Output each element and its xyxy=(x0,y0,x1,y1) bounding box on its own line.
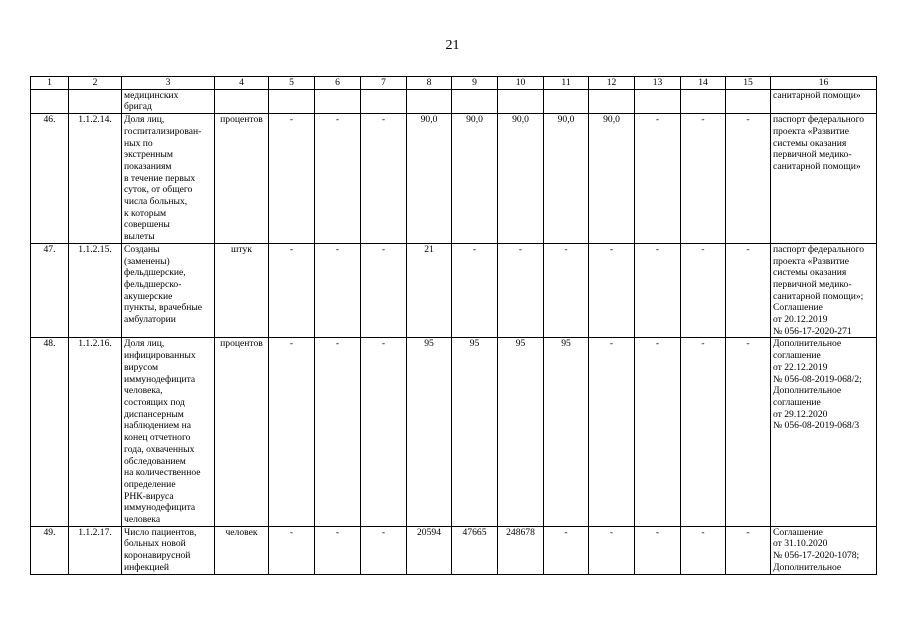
col-header: 16 xyxy=(771,77,877,90)
table-cell: 20594 xyxy=(407,526,452,574)
table-cell: 21 xyxy=(407,243,452,338)
table-cell: - xyxy=(361,114,407,244)
table-row xyxy=(31,114,877,244)
col-header: 3 xyxy=(122,77,215,90)
table-cell: - xyxy=(315,114,361,244)
table-cell: 46. xyxy=(31,114,69,244)
table-cell xyxy=(544,89,589,113)
table-cell xyxy=(269,89,315,113)
col-header: 13 xyxy=(635,77,681,90)
indicators-table xyxy=(30,76,877,575)
column-number-row xyxy=(31,77,877,90)
table-cell: - xyxy=(681,114,726,244)
col-header: 11 xyxy=(544,77,589,90)
table-cell xyxy=(215,89,269,113)
table-cell: - xyxy=(452,243,498,338)
table-row xyxy=(31,243,877,338)
table-cell: процентов xyxy=(215,338,269,526)
table-cell: Дополнительное соглашение от 22.12.2019 № 056-08-2019-068/2; Дополнительное соглашение от 29.12.2020 № 056-08-2019-068/3 xyxy=(771,338,877,526)
table-cell: 248678 xyxy=(498,526,544,574)
table-cell: - xyxy=(269,114,315,244)
table-cell: - xyxy=(726,338,771,526)
table-cell: - xyxy=(726,114,771,244)
table-cell: - xyxy=(681,338,726,526)
col-header: 14 xyxy=(681,77,726,90)
col-header: 4 xyxy=(215,77,269,90)
table-cell: - xyxy=(315,338,361,526)
table-cell: - xyxy=(681,243,726,338)
table-cell: 90,0 xyxy=(407,114,452,244)
table-cell xyxy=(315,89,361,113)
table-row xyxy=(31,526,877,574)
table-cell xyxy=(726,89,771,113)
col-header: 8 xyxy=(407,77,452,90)
table-cell xyxy=(407,89,452,113)
table-cell: 95 xyxy=(407,338,452,526)
table-cell: Соглашение от 31.10.2020 № 056-17-2020-1078; Дополнительное xyxy=(771,526,877,574)
table-cell: 90,0 xyxy=(589,114,635,244)
table-cell: - xyxy=(269,526,315,574)
table-cell: - xyxy=(544,526,589,574)
table-cell: - xyxy=(635,526,681,574)
table-cell: 47. xyxy=(31,243,69,338)
table-cell: - xyxy=(635,338,681,526)
table-cell: процентов xyxy=(215,114,269,244)
table-cell: 90,0 xyxy=(544,114,589,244)
table-cell: человек xyxy=(215,526,269,574)
table-cell: Доля лиц, госпитализирован- ных по экстренным показаниям в течение первых суток, от общего числа больных, к которым совершены вылеты xyxy=(122,114,215,244)
table-cell: Созданы (заменены) фельдшерские, фельдшерско- акушерские пункты, врачебные амбулатории xyxy=(122,243,215,338)
table-cell: - xyxy=(361,526,407,574)
page-number: 21 xyxy=(445,38,460,53)
col-header: 6 xyxy=(315,77,361,90)
table-cell: 95 xyxy=(544,338,589,526)
table-cell: - xyxy=(361,243,407,338)
col-header: 12 xyxy=(589,77,635,90)
table-cell xyxy=(681,89,726,113)
table-cell: 1.1.2.16. xyxy=(69,338,122,526)
table-cell: - xyxy=(635,114,681,244)
table-cell: паспорт федерального проекта «Развитие системы оказания первичной медико- санитарной помощи» xyxy=(771,114,877,244)
col-header: 1 xyxy=(31,77,69,90)
table-cell: штук xyxy=(215,243,269,338)
table-cell: - xyxy=(635,243,681,338)
col-header: 5 xyxy=(269,77,315,90)
col-header: 2 xyxy=(69,77,122,90)
table-cell: - xyxy=(269,338,315,526)
table-cell: 49. xyxy=(31,526,69,574)
table-cell: - xyxy=(726,243,771,338)
table-cell: - xyxy=(498,243,544,338)
table-cell xyxy=(589,89,635,113)
table-cell: 90,0 xyxy=(498,114,544,244)
table-cell: 1.1.2.15. xyxy=(69,243,122,338)
table-cell: 90,0 xyxy=(452,114,498,244)
col-header: 10 xyxy=(498,77,544,90)
table-cell: - xyxy=(269,243,315,338)
table-cell: - xyxy=(315,526,361,574)
table-cell: - xyxy=(589,526,635,574)
table-row xyxy=(31,338,877,526)
table-row xyxy=(31,89,877,113)
table-cell xyxy=(31,89,69,113)
table-cell: - xyxy=(681,526,726,574)
table-cell: санитарной помощи» xyxy=(771,89,877,113)
table-cell xyxy=(452,89,498,113)
table-cell: 47665 xyxy=(452,526,498,574)
table-cell: 1.1.2.14. xyxy=(69,114,122,244)
col-header: 15 xyxy=(726,77,771,90)
table-cell xyxy=(635,89,681,113)
table-cell: 95 xyxy=(498,338,544,526)
table-cell: - xyxy=(544,243,589,338)
table-cell: - xyxy=(589,243,635,338)
table-cell: - xyxy=(361,338,407,526)
table-cell: Число пациентов, больных новой коронавирусной инфекцией xyxy=(122,526,215,574)
table-cell: 95 xyxy=(452,338,498,526)
table-cell xyxy=(361,89,407,113)
table-cell: - xyxy=(589,338,635,526)
table-cell: Доля лиц, инфицированных вирусом иммунодефицита человека, состоящих под диспансерным наблюдением на конец отчетного года, охваченных обследованием на количественное определение РНК-вируса иммунодефицита человека xyxy=(122,338,215,526)
table-cell: паспорт федерального проекта «Развитие системы оказания первичной медико- санитарной помощи»; Соглашение от 20.12.2019 № 056-17-2020-271 xyxy=(771,243,877,338)
col-header: 9 xyxy=(452,77,498,90)
col-header: 7 xyxy=(361,77,407,90)
table-cell: - xyxy=(315,243,361,338)
table-cell: - xyxy=(726,526,771,574)
table-cell: 48. xyxy=(31,338,69,526)
table-cell: 1.1.2.17. xyxy=(69,526,122,574)
table-cell xyxy=(498,89,544,113)
table-cell xyxy=(69,89,122,113)
table-cell: медицинских бригад xyxy=(122,89,215,113)
